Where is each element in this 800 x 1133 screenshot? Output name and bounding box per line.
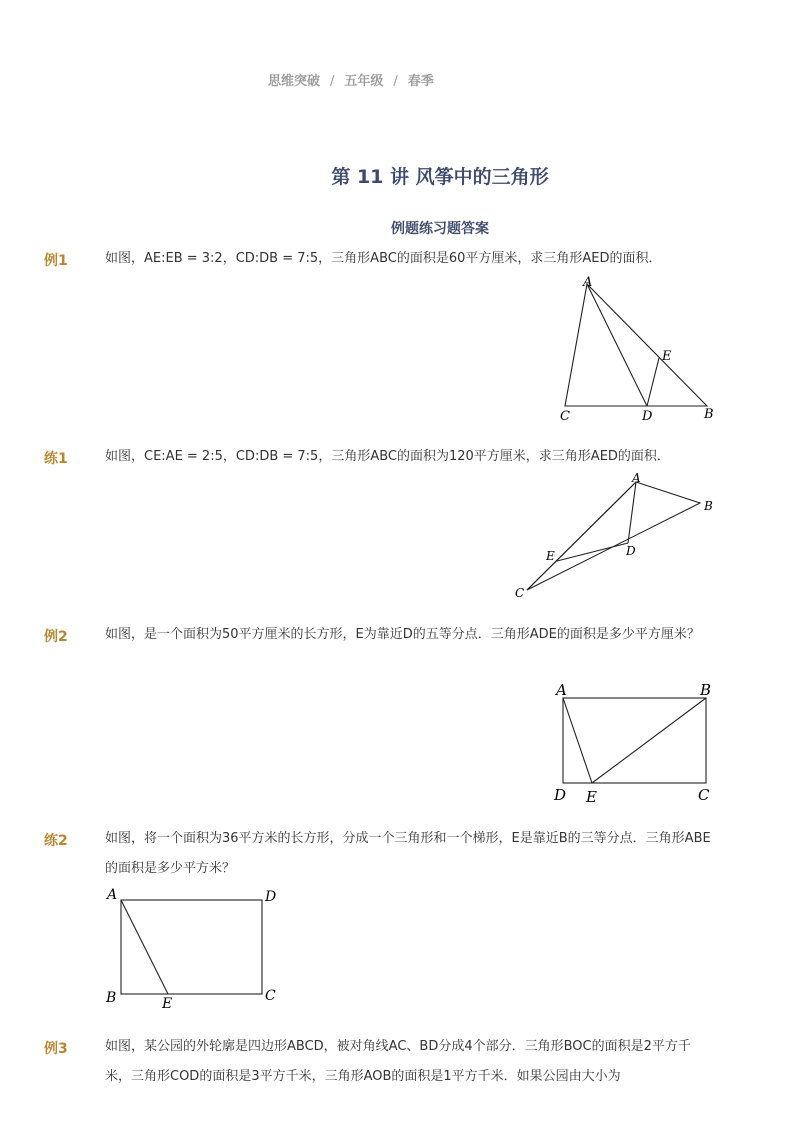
rectangle-abcd bbox=[563, 698, 706, 783]
figure-ex1 bbox=[550, 272, 730, 427]
triangle-abc bbox=[527, 482, 700, 590]
segment-ac bbox=[527, 482, 636, 590]
point-label-a: A bbox=[632, 471, 641, 485]
point-label-b: B bbox=[700, 681, 712, 699]
rectangle-abcd bbox=[121, 900, 262, 994]
breadcrumb-separator: / bbox=[393, 74, 398, 89]
point-label-e: E bbox=[162, 996, 173, 1012]
problem-text-ex1: 如图，AE:EB = 3:2，CD:DB = 7:5，三角形ABC的面积是60平方厘米，求三角形AED的面积． bbox=[105, 251, 662, 266]
figure-pr2 bbox=[100, 880, 285, 1015]
problem-text-ex2: 如图，是一个面积为50平方厘米的长方形，E为靠近D的五等分点．三角形ADE的面积是多少平方厘米？ bbox=[105, 627, 700, 642]
point-label-a: A bbox=[583, 275, 593, 290]
point-label-b: B bbox=[106, 990, 117, 1006]
problem-text-pr2: 如图，将一个面积为36平方米的长方形，分成一个三角形和一个梯形，E是靠近B的三等分点．三角形ABE的面积是多少平方米？ bbox=[105, 831, 711, 876]
point-label-d: D bbox=[265, 889, 277, 905]
page-title: 第 11 讲 风筝中的三角形 bbox=[331, 166, 549, 188]
problem-text-pr1: 如图，CE:AE = 2:5，CD:DB = 7:5，三角形ABC的面积为120平方厘米，求三角形AED的面积． bbox=[105, 449, 670, 464]
breadcrumb-separator: / bbox=[330, 74, 335, 89]
point-label-d: D bbox=[554, 786, 567, 804]
figure-ex2 bbox=[548, 676, 723, 811]
point-label-e: E bbox=[546, 549, 555, 563]
point-label-a: A bbox=[556, 681, 567, 699]
point-label-d: D bbox=[642, 409, 653, 424]
point-label-b: B bbox=[704, 407, 714, 422]
breadcrumb-item-grade: 五年级 bbox=[344, 74, 384, 89]
problem-label-ex3: 例3 bbox=[44, 1041, 68, 1057]
point-label-c: C bbox=[560, 409, 570, 424]
segment-ae bbox=[121, 900, 168, 994]
segment-ed bbox=[557, 543, 628, 561]
point-label-c: C bbox=[265, 988, 276, 1004]
problem-label-pr2: 练2 bbox=[44, 833, 68, 849]
point-label-c: C bbox=[515, 586, 525, 600]
point-label-a: A bbox=[107, 887, 118, 903]
breadcrumb-item-season: 春季 bbox=[407, 74, 434, 89]
point-label-d: D bbox=[626, 544, 636, 558]
problem-text-ex3: 如图，某公园的外轮廓是四边形ABCD，被对角线AC、BD分成4个部分．三角形BOC的面积是2平方千米，三角形COD的面积是3平方千米，三角形AOB的面积是1平方千米．如果公园由大小为 bbox=[105, 1039, 691, 1084]
segment-eb bbox=[592, 698, 706, 783]
figure-pr1 bbox=[510, 470, 720, 605]
problem-label-ex2: 例2 bbox=[44, 629, 68, 645]
problem-label-ex1: 例1 bbox=[44, 253, 68, 269]
segment-ad bbox=[587, 284, 647, 406]
point-label-c: C bbox=[698, 786, 710, 804]
segment-ae bbox=[563, 698, 592, 783]
segment-de bbox=[647, 358, 659, 406]
section-subtitle: 例题练习题答案 bbox=[391, 221, 489, 237]
segment-ad bbox=[628, 482, 636, 543]
point-label-b: B bbox=[704, 499, 713, 513]
breadcrumb bbox=[268, 70, 434, 89]
point-label-e: E bbox=[586, 788, 597, 806]
breadcrumb-item-course: 思维突破 bbox=[268, 74, 321, 89]
point-label-e: E bbox=[662, 349, 672, 364]
triangle-abc bbox=[565, 284, 707, 406]
problem-label-pr1: 练1 bbox=[44, 451, 68, 467]
